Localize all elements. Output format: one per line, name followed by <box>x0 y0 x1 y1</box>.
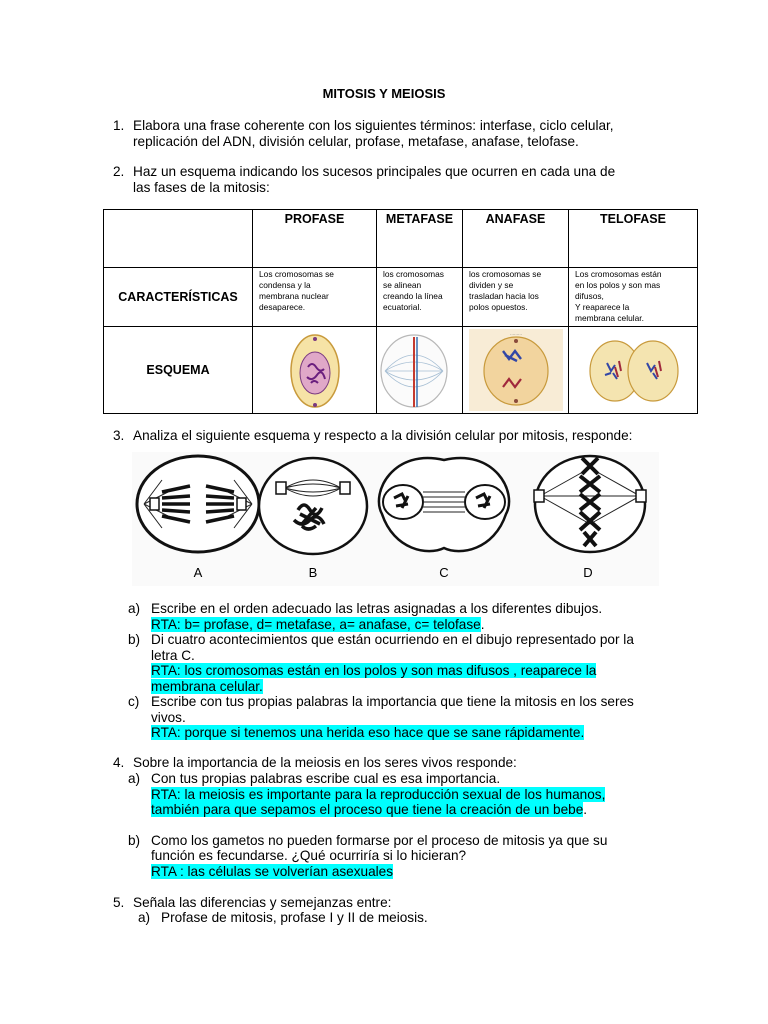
answer-highlight: membrana celular. <box>151 679 263 694</box>
q3-number: 3. <box>113 428 125 443</box>
q2-line-2: las fases de la mitosis: <box>133 180 270 195</box>
table-cell-line: se alinean <box>383 280 422 290</box>
telofase-cell-illustration <box>569 327 698 413</box>
q4a-letter: a) <box>128 771 141 786</box>
figure-label-d: D <box>583 565 593 580</box>
svg-text:·········: ········· <box>510 332 522 337</box>
cell-c-drawing <box>379 458 509 551</box>
table-cell-line: membrana celular. <box>575 313 644 323</box>
q3a-line-1: Escribe en el orden adecuado las letras asignadas a los diferentes dibujos. <box>151 601 603 616</box>
q3c-letter: c) <box>128 694 140 709</box>
table-cell-line: difusos, <box>575 291 604 301</box>
q4b-line-2: función es fecundarse. ¿Qué ocurriría si lo hicieran? <box>151 848 467 863</box>
q5-text: Señala las diferencias y semejanzas entre: <box>133 895 392 910</box>
cell-profase-image <box>253 327 377 414</box>
q3-text: Analiza el siguiente esquema y respecto a la división celular por mitosis, responde: <box>133 428 633 443</box>
q4-number: 4. <box>113 755 125 770</box>
q4a-answer-line-1 <box>151 787 605 803</box>
table-header-anafase: ANAFASE <box>463 210 569 268</box>
table-cell-line: Los cromosomas se <box>259 269 334 279</box>
table-cell-line: Los cromosomas están <box>575 269 662 279</box>
profase-cell-illustration <box>253 327 377 413</box>
answer-highlight: también para que sepamos el proceso que tiene la creación de un bebe <box>151 802 584 817</box>
table-cell-line: creando la línea <box>383 291 443 301</box>
figure-label-b: B <box>308 565 318 580</box>
q4b-letter: b) <box>128 833 141 848</box>
q3b-letter: b) <box>128 632 141 647</box>
cell-d-drawing <box>534 456 646 552</box>
q5a-letter: a) <box>138 910 151 925</box>
table-cell-line: ecuatorial. <box>383 302 422 312</box>
cell-metafase-image <box>377 327 463 414</box>
q5-number: 5. <box>113 895 125 910</box>
table-cell-line: dividen y se <box>469 280 514 290</box>
q3b-answer-line-2 <box>151 679 263 695</box>
q3a-answer <box>151 617 485 633</box>
answer-highlight: RTA : las células se volverían asexuales <box>151 864 394 879</box>
table-header-row <box>104 210 698 268</box>
q2-number: 2. <box>113 164 125 179</box>
answer-highlight: RTA: porque si tenemos una herida eso hace que se sane rápidamente. <box>151 725 585 740</box>
table-row-esquema <box>104 327 698 414</box>
figure-label-c: C <box>439 565 449 580</box>
row-label-caracteristicas: CARACTERÍSTICAS <box>104 268 253 327</box>
answer-tail: . <box>583 802 588 817</box>
cell-b-drawing <box>259 458 367 554</box>
mitosis-figure <box>132 452 659 586</box>
cell-telofase-text <box>569 268 698 327</box>
anafase-cell-illustration <box>463 327 569 413</box>
table-cell-line: polos opuestos. <box>469 302 528 312</box>
q4b-answer <box>151 864 393 880</box>
answer-highlight: RTA: b= profase, d= metafase, a= anafase, c= telofase <box>151 617 481 632</box>
q5a-text: Profase de mitosis, profase I y II de meiosis. <box>161 910 428 925</box>
row-label-esquema: ESQUEMA <box>104 327 253 414</box>
table-header-telofase: TELOFASE <box>569 210 698 268</box>
table-cell-line: trasladan hacia los <box>469 291 539 301</box>
metafase-cell-illustration <box>377 327 463 413</box>
q4-text: Sobre la importancia de la meiosis en los seres vivos responde: <box>133 755 517 770</box>
q3b-line-1: Di cuatro acontecimientos que están ocurriendo en el dibujo representado por la <box>151 632 634 647</box>
table-header-profase: PROFASE <box>253 210 377 268</box>
q3c-line-2: vivos. <box>151 710 186 725</box>
figure-label-a: A <box>193 565 203 580</box>
table-cell-line: membrana nuclear <box>259 291 329 301</box>
q4a-line-1: Con tus propias palabras escribe cual es esa importancia. <box>151 771 501 786</box>
table-cell-line: los cromosomas se <box>469 269 542 279</box>
answer-highlight: RTA: la meiosis es importante para la reproducción sexual de los humanos, <box>151 787 606 802</box>
q3a-letter: a) <box>128 601 141 616</box>
table-cell-line: los cromosomas <box>383 269 444 279</box>
q4b-line-1: Como los gametos no pueden formarse por el proceso de mitosis ya que su <box>151 833 608 848</box>
q3c-answer <box>151 725 584 741</box>
table-cell-line: Y reaparece la <box>575 302 630 312</box>
table-header-metafase: METAFASE <box>377 210 463 268</box>
q4a-answer-line-2 <box>151 802 587 818</box>
cell-telofase-image <box>569 327 698 414</box>
table-row-caracteristicas <box>104 268 698 327</box>
table-header-empty <box>104 210 253 268</box>
q3b-answer-line-1 <box>151 663 596 679</box>
q1-line-1: Elabora una frase coherente con los siguientes términos: interfase, ciclo celular, <box>133 118 614 133</box>
page-title: MITOSIS Y MEIOSIS <box>322 86 446 101</box>
q1-line-2: replicación del ADN, división celular, profase, metafase, anafase, telofase. <box>133 134 579 149</box>
cell-anafase-text <box>463 268 569 327</box>
q2-line-1: Haz un esquema indicando los sucesos principales que ocurren en cada una de <box>133 164 616 179</box>
q1-number: 1. <box>113 118 125 133</box>
mitosis-table <box>103 209 698 414</box>
table-cell-line: desaparece. <box>259 302 306 312</box>
cell-anafase-image <box>463 327 569 414</box>
cell-profase-text <box>253 268 377 327</box>
table-cell-line: condensa y la <box>259 280 311 290</box>
cell-metafase-text <box>377 268 463 327</box>
q3b-line-2: letra C. <box>151 648 195 663</box>
cell-a-drawing <box>137 456 259 552</box>
answer-tail: . <box>480 617 485 632</box>
q3c-line-1: Escribe con tus propias palabras la importancia que tiene la mitosis en los seres <box>151 694 634 709</box>
table-cell-line: en los polos y son mas <box>575 280 661 290</box>
answer-highlight: RTA: los cromosomas están en los polos y son mas difusos , reaparece la <box>151 663 597 678</box>
